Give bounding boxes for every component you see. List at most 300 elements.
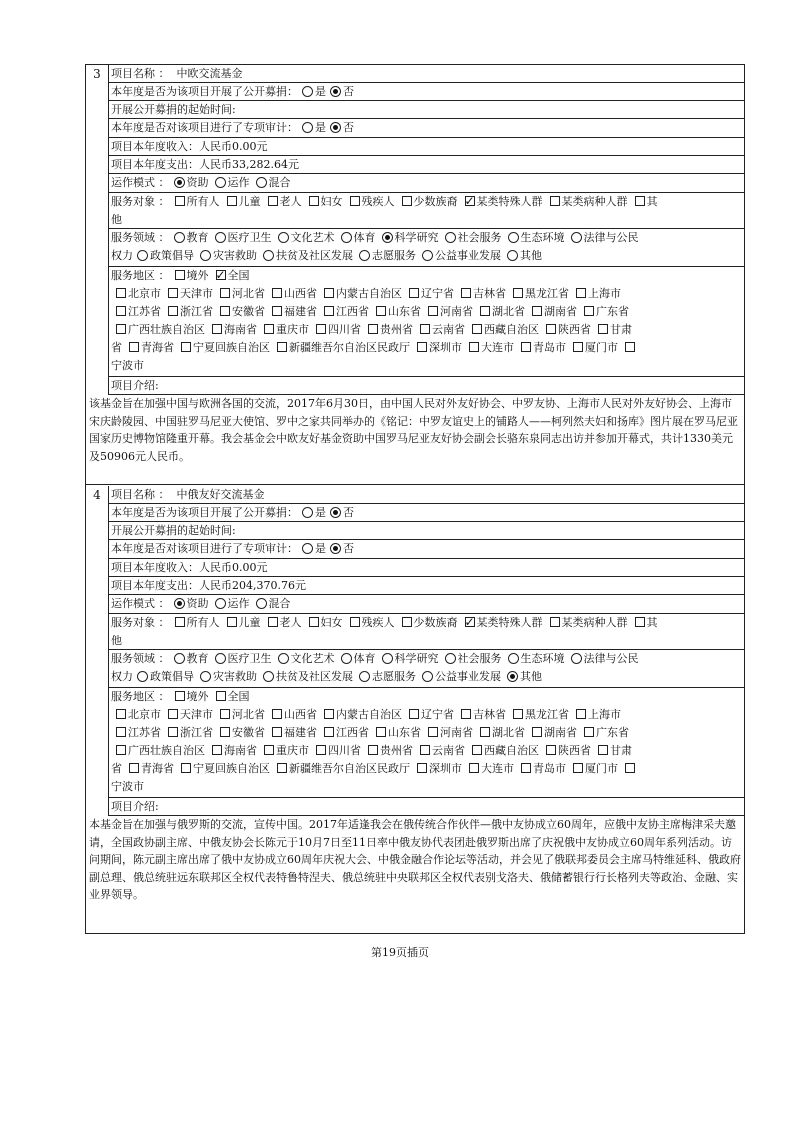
- area-option: 黑龙江省: [525, 708, 569, 721]
- field-option: 文化艺术: [290, 652, 335, 665]
- radio-button[interactable]: [359, 671, 370, 682]
- fundraise-start-label: 开展公开募捐的起始时间:: [111, 103, 236, 116]
- area-option: 海南省: [224, 744, 257, 757]
- checkbox[interactable]: [316, 745, 326, 755]
- area-wrap-text: 宁波市: [111, 780, 144, 793]
- radio-button[interactable]: [302, 122, 313, 133]
- checkbox[interactable]: [402, 196, 412, 206]
- radio-button[interactable]: [263, 250, 274, 261]
- area-option: 省: [111, 762, 122, 775]
- area-option: 境外: [186, 690, 209, 703]
- checkbox[interactable]: [175, 617, 185, 627]
- audit-row: [108, 540, 744, 559]
- area-option: 江苏省: [128, 305, 161, 318]
- checkbox[interactable]: [216, 691, 226, 701]
- checkbox[interactable]: [350, 196, 360, 206]
- radio-button[interactable]: [302, 543, 313, 554]
- checkbox[interactable]: [521, 763, 531, 773]
- field-option: 扶贫及社区发展: [276, 249, 353, 262]
- radio-button[interactable]: [341, 232, 352, 243]
- target-row: [108, 193, 744, 229]
- intro-label-row: [108, 377, 744, 395]
- target-option: 某类病种人群: [561, 195, 628, 208]
- radio-button[interactable]: [359, 250, 370, 261]
- target-option: 所有人: [186, 616, 220, 629]
- checkbox[interactable]: [573, 763, 583, 773]
- expense-row: [108, 156, 744, 174]
- checkbox[interactable]: [309, 617, 319, 627]
- checkbox[interactable]: [129, 342, 139, 352]
- radio-button[interactable]: [422, 671, 433, 682]
- checkbox[interactable]: [598, 745, 608, 755]
- checkbox[interactable]: [220, 306, 230, 316]
- target-option: 其: [646, 195, 658, 208]
- radio-button[interactable]: [200, 671, 211, 682]
- area-option: 山东省: [388, 726, 421, 739]
- target-option: 所有人: [186, 195, 220, 208]
- area-option: 宁夏回族自治区: [193, 762, 270, 775]
- checkbox[interactable]: [216, 270, 226, 280]
- radio-button[interactable]: [341, 653, 352, 664]
- audit-no-label: 否: [343, 542, 354, 555]
- project-number: 3: [93, 67, 101, 81]
- area-option: 广西壮族自治区: [128, 323, 205, 336]
- project-name-row: [108, 65, 744, 83]
- intro-text: 该基金旨在加强中国与欧洲各国的交流，2017年6月30日，由中国人民对外友好协会、中罗友协、上海市人民对外友好协会、上海市宋庆龄陵园、中国驻罗马尼亚大使馆、罗中之家共同举办的《铭记：中罗友谊史上的铺路人——柯列然夫妇和扬库》图片展在罗马尼亚国家历史博物馆隆重开幕。我会基金会中欧友好基金资助中国罗马尼亚友好协会副会长骆东泉同志出访并参加开幕式，共计1330美元及50906元人民币。: [89, 397, 738, 463]
- checkbox[interactable]: [472, 324, 482, 334]
- field-option: 文化艺术: [290, 231, 335, 244]
- checkbox[interactable]: [212, 324, 222, 334]
- radio-button[interactable]: [302, 507, 313, 518]
- expense-row: [108, 577, 744, 595]
- checkbox[interactable]: [220, 727, 230, 737]
- checkbox[interactable]: [521, 342, 531, 352]
- area-option: 辽宁省: [421, 708, 454, 721]
- checkbox[interactable]: [409, 709, 419, 719]
- target-option: 其: [646, 616, 658, 629]
- fundraise-start-label: 开展公开募捐的起始时间:: [111, 524, 236, 537]
- checkbox[interactable]: [368, 745, 378, 755]
- target-option: 某类特殊人群: [476, 195, 543, 208]
- radio-button[interactable]: [174, 598, 185, 609]
- area-option: 湖南省: [544, 305, 577, 318]
- fundraise-row: [108, 504, 744, 522]
- intro-row: [86, 395, 744, 485]
- checkbox[interactable]: [461, 709, 471, 719]
- page-footer: 第19页插页: [371, 946, 429, 959]
- audit-no-label: 否: [343, 121, 354, 134]
- project-name-label: 项目名称 ：: [111, 488, 170, 501]
- checkbox[interactable]: [546, 324, 556, 334]
- target-label: 服务对象 ：: [111, 616, 170, 629]
- area-option: 山西省: [284, 287, 317, 300]
- radio-button[interactable]: [174, 177, 185, 188]
- radio-button[interactable]: [256, 598, 267, 609]
- checkbox[interactable]: [546, 745, 556, 755]
- field-option: 医疗卫生: [227, 231, 272, 244]
- checkbox[interactable]: [428, 306, 438, 316]
- area-option: 青海省: [141, 762, 174, 775]
- checkbox[interactable]: [635, 617, 645, 627]
- target-option: 老人: [279, 616, 302, 629]
- area-option: 青岛市: [533, 341, 566, 354]
- checkbox[interactable]: [129, 763, 139, 773]
- radio-button[interactable]: [215, 653, 226, 664]
- checkbox[interactable]: [368, 324, 378, 334]
- field-option: 灾害救助: [213, 670, 257, 683]
- area-option: 陕西省: [558, 323, 591, 336]
- audit-yes-label: 是: [315, 542, 326, 555]
- mode-option: 资助: [186, 597, 209, 610]
- radio-button[interactable]: [302, 86, 313, 97]
- checkbox[interactable]: [550, 196, 560, 206]
- checkbox[interactable]: [584, 306, 594, 316]
- mode-option: 运作: [227, 176, 250, 189]
- field-option: 灾害救助: [213, 249, 257, 262]
- radio-button[interactable]: [445, 232, 456, 243]
- area-option: 江苏省: [128, 726, 161, 739]
- field-row: [108, 229, 744, 267]
- field-option: 教育: [186, 652, 209, 665]
- checkbox[interactable]: [268, 617, 278, 627]
- project-name: 中俄友好交流基金: [176, 488, 265, 501]
- target-option: 妇女: [320, 195, 343, 208]
- expense-text: 项目本年度支出：人民币204,370.76元: [111, 579, 306, 592]
- area-option: 全国: [227, 690, 250, 703]
- area-option: 安徽省: [232, 726, 265, 739]
- area-option: 安徽省: [232, 305, 265, 318]
- radio-button[interactable]: [507, 671, 518, 682]
- intro-row: [86, 816, 744, 906]
- area-option: 青岛市: [533, 762, 566, 775]
- radio-button[interactable]: [263, 671, 274, 682]
- project-name: 中欧交流基金: [176, 67, 243, 80]
- area-option: 深圳市: [429, 341, 462, 354]
- field-option: 志愿服务: [372, 670, 416, 683]
- field-option: 生态环境: [520, 231, 565, 244]
- checkbox[interactable]: [168, 288, 178, 298]
- checkbox[interactable]: [465, 617, 475, 627]
- checkbox[interactable]: [272, 306, 282, 316]
- radio-button[interactable]: [137, 250, 148, 261]
- mode-option: 混合: [268, 176, 291, 189]
- area-option: 上海市: [588, 287, 621, 300]
- checkbox[interactable]: [417, 342, 427, 352]
- checkbox[interactable]: [227, 617, 237, 627]
- radio-button[interactable]: [508, 232, 519, 243]
- area-option: 四川省: [328, 744, 361, 757]
- checkbox[interactable]: [513, 709, 523, 719]
- area-option: 天津市: [180, 708, 213, 721]
- field-option: 法律与公民: [583, 231, 639, 244]
- checkbox[interactable]: [598, 324, 608, 334]
- area-option: 河南省: [440, 726, 473, 739]
- income-text: 项目本年度收入：人民币0.00元: [111, 561, 268, 574]
- field-option: 体育: [353, 231, 376, 244]
- area-option: 天津市: [180, 287, 213, 300]
- area-option: 吉林省: [473, 708, 506, 721]
- fundraise-start-row: [108, 101, 744, 119]
- area-option: 云南省: [432, 744, 465, 757]
- checkbox[interactable]: [461, 288, 471, 298]
- income-row: [108, 138, 744, 156]
- target-option: 儿童: [238, 616, 261, 629]
- target-option: 少数族裔: [413, 195, 458, 208]
- area-option: 内蒙古自治区: [336, 708, 402, 721]
- fundraise-no-label: 否: [343, 506, 354, 519]
- radio-button[interactable]: [422, 250, 433, 261]
- area-option: 海南省: [224, 323, 257, 336]
- radio-button[interactable]: [278, 232, 289, 243]
- checkbox[interactable]: [576, 709, 586, 719]
- checkbox[interactable]: [576, 288, 586, 298]
- mode-option: 资助: [186, 176, 209, 189]
- radio-button[interactable]: [571, 232, 582, 243]
- checkbox[interactable]: [409, 288, 419, 298]
- area-row: [108, 688, 744, 798]
- field-option: 政策倡导: [150, 670, 194, 683]
- project-table: [85, 64, 745, 934]
- target-row: [108, 614, 744, 650]
- field-option: 生态环境: [520, 652, 565, 665]
- field-label: 服务领域 ：: [111, 652, 170, 665]
- checkbox[interactable]: [402, 617, 412, 627]
- checkbox[interactable]: [116, 288, 126, 298]
- radio-button[interactable]: [137, 671, 148, 682]
- area-option: 陕西省: [558, 744, 591, 757]
- area-option: 辽宁省: [421, 287, 454, 300]
- radio-button[interactable]: [330, 86, 341, 97]
- checkbox[interactable]: [272, 709, 282, 719]
- checkbox[interactable]: [116, 324, 126, 334]
- radio-button[interactable]: [215, 598, 226, 609]
- fundraise-question: 本年度是否为该项目开展了公开募捐：: [111, 506, 298, 519]
- checkbox[interactable]: [480, 727, 490, 737]
- area-option: 厦门市: [585, 762, 618, 775]
- radio-button[interactable]: [215, 177, 226, 188]
- project-number: 4: [93, 488, 101, 502]
- field-option: 医疗卫生: [227, 652, 272, 665]
- area-option: 河南省: [440, 305, 473, 318]
- expense-text: 项目本年度支出：人民币33,282.64元: [111, 158, 299, 171]
- area-option: 全国: [227, 269, 250, 282]
- area-option: 深圳市: [429, 762, 462, 775]
- area-option: 山西省: [284, 708, 317, 721]
- checkbox[interactable]: [116, 306, 126, 316]
- field-option: 公益事业发展: [435, 249, 501, 262]
- radio-button[interactable]: [330, 543, 341, 554]
- checkbox[interactable]: [532, 306, 542, 316]
- checkbox[interactable]: [168, 709, 178, 719]
- checkbox[interactable]: [181, 342, 191, 352]
- field-option: 政策倡导: [150, 249, 194, 262]
- field-wrap-prefix: 权力: [111, 249, 133, 262]
- target-wrap-text: 他: [111, 634, 122, 647]
- checkbox[interactable]: [324, 306, 334, 316]
- area-option: 河北省: [232, 287, 265, 300]
- field-label: 服务领域 ：: [111, 231, 170, 244]
- intro-label: 项目介绍:: [111, 379, 159, 392]
- checkbox[interactable]: [550, 617, 560, 627]
- checkbox[interactable]: [272, 727, 282, 737]
- checkbox[interactable]: [264, 324, 274, 334]
- area-option: 厦门市: [585, 341, 618, 354]
- area-label: 服务地区 ：: [111, 690, 170, 703]
- radio-button[interactable]: [330, 122, 341, 133]
- intro-label-row: [108, 798, 744, 816]
- area-option: 福建省: [284, 726, 317, 739]
- fundraise-no-label: 否: [343, 85, 354, 98]
- checkbox[interactable]: [324, 709, 334, 719]
- checkbox[interactable]: [116, 709, 126, 719]
- area-option: 广东省: [596, 726, 629, 739]
- income-text: 项目本年度收入：人民币0.00元: [111, 140, 268, 153]
- checkbox[interactable]: [417, 763, 427, 773]
- area-option: 福建省: [284, 305, 317, 318]
- area-option: 新疆维吾尔自治区民政厅: [289, 341, 410, 354]
- target-option: 儿童: [238, 195, 261, 208]
- checkbox[interactable]: [635, 196, 645, 206]
- audit-row: [108, 119, 744, 138]
- mode-option: 混合: [268, 597, 291, 610]
- target-label: 服务对象 ：: [111, 195, 170, 208]
- area-option: 浙江省: [180, 726, 213, 739]
- checkbox[interactable]: [220, 709, 230, 719]
- audit-question: 本年度是否对该项目进行了专项审计：: [111, 542, 298, 555]
- checkbox[interactable]: [220, 288, 230, 298]
- checkbox[interactable]: [428, 727, 438, 737]
- field-option: 体育: [353, 652, 376, 665]
- checkbox[interactable]: [227, 196, 237, 206]
- field-option: 教育: [186, 231, 209, 244]
- checkbox[interactable]: [324, 727, 334, 737]
- area-option: 河北省: [232, 708, 265, 721]
- checkbox[interactable]: [309, 196, 319, 206]
- radio-button[interactable]: [382, 653, 393, 664]
- checkbox[interactable]: [532, 727, 542, 737]
- checkbox[interactable]: [584, 727, 594, 737]
- checkbox[interactable]: [513, 288, 523, 298]
- checkbox[interactable]: [376, 306, 386, 316]
- checkbox[interactable]: [465, 196, 475, 206]
- radio-button[interactable]: [174, 653, 185, 664]
- checkbox[interactable]: [469, 763, 479, 773]
- area-option: 广西壮族自治区: [128, 744, 205, 757]
- area-row: [108, 267, 744, 377]
- checkbox[interactable]: [277, 763, 287, 773]
- area-option: 贵州省: [380, 744, 413, 757]
- fundraise-yes-label: 是: [315, 506, 326, 519]
- field-option: 扶贫及社区发展: [276, 670, 353, 683]
- area-option: 甘肃: [610, 323, 632, 336]
- fundraise-yes-label: 是: [315, 85, 326, 98]
- field-wrap-prefix: 权力: [111, 670, 133, 683]
- area-option: 广东省: [596, 305, 629, 318]
- intro-text: 本基金旨在加强与俄罗斯的交流，宣传中国。2017年适逢我会在俄传统合作伙伴—俄中友协成立60周年，应俄中友协主席梅津采夫邀请，全国政协副主席、中俄友协会长陈元于10月7日至11日率中俄友协代表团赴俄罗斯出席了庆祝俄中友协成立60周年系列活动。访问期间，陈元副主席出席了俄中友协成立60周年庆祝大会、中俄金融合作论坛等活动，并会见了俄联邦委员会主席马特维延科、俄政府副总理、俄总统驻远东联邦区全权代表特鲁特涅夫、俄总统驻中央联邦区全权代表别戈洛夫、俄储蓄银行行长格列夫等政治、金融、实业界领导。: [89, 818, 741, 901]
- checkbox[interactable]: [625, 763, 635, 773]
- checkbox[interactable]: [272, 288, 282, 298]
- checkbox[interactable]: [175, 196, 185, 206]
- area-option: 北京市: [128, 287, 161, 300]
- checkbox[interactable]: [268, 196, 278, 206]
- radio-button[interactable]: [215, 232, 226, 243]
- area-option: 宁夏回族自治区: [193, 341, 270, 354]
- checkbox[interactable]: [625, 342, 635, 352]
- area-option: 西藏自治区: [484, 744, 539, 757]
- area-label: 服务地区 ：: [111, 269, 170, 282]
- area-option: 境外: [186, 269, 209, 282]
- area-option: 湖北省: [492, 726, 525, 739]
- mode-label: 运作模式 ：: [111, 176, 170, 189]
- field-option: 其他: [520, 670, 542, 683]
- target-option: 某类病种人群: [561, 616, 628, 629]
- field-option: 科学研究: [394, 652, 439, 665]
- radio-button[interactable]: [200, 250, 211, 261]
- checkbox[interactable]: [420, 745, 430, 755]
- radio-button[interactable]: [278, 653, 289, 664]
- target-option: 残疾人: [361, 195, 395, 208]
- checkbox[interactable]: [573, 342, 583, 352]
- checkbox[interactable]: [264, 745, 274, 755]
- area-option: 黑龙江省: [525, 287, 569, 300]
- checkbox[interactable]: [472, 745, 482, 755]
- checkbox[interactable]: [316, 324, 326, 334]
- area-option: 贵州省: [380, 323, 413, 336]
- fundraise-question: 本年度是否为该项目开展了公开募捐：: [111, 85, 298, 98]
- checkbox[interactable]: [168, 727, 178, 737]
- checkbox[interactable]: [376, 727, 386, 737]
- checkbox[interactable]: [469, 342, 479, 352]
- target-option: 某类特殊人群: [476, 616, 543, 629]
- checkbox[interactable]: [420, 324, 430, 334]
- checkbox[interactable]: [350, 617, 360, 627]
- checkbox[interactable]: [116, 745, 126, 755]
- radio-button[interactable]: [445, 653, 456, 664]
- checkbox[interactable]: [116, 727, 126, 737]
- area-option: 新疆维吾尔自治区民政厅: [289, 762, 410, 775]
- radio-button[interactable]: [508, 653, 519, 664]
- income-row: [108, 559, 744, 577]
- checkbox[interactable]: [480, 306, 490, 316]
- checkbox[interactable]: [181, 763, 191, 773]
- area-option: 重庆市: [276, 323, 309, 336]
- area-wrap-text: 宁波市: [111, 359, 144, 372]
- area-option: 上海市: [588, 708, 621, 721]
- area-option: 湖南省: [544, 726, 577, 739]
- audit-question: 本年度是否对该项目进行了专项审计：: [111, 121, 298, 134]
- target-option: 妇女: [320, 616, 343, 629]
- mode-label: 运作模式 ：: [111, 597, 170, 610]
- radio-button[interactable]: [382, 232, 393, 243]
- radio-button[interactable]: [330, 507, 341, 518]
- area-option: 内蒙古自治区: [336, 287, 402, 300]
- area-option: 重庆市: [276, 744, 309, 757]
- area-option: 大连市: [481, 341, 514, 354]
- checkbox[interactable]: [168, 306, 178, 316]
- area-option: 湖北省: [492, 305, 525, 318]
- radio-button[interactable]: [571, 653, 582, 664]
- radio-button[interactable]: [507, 250, 518, 261]
- checkbox[interactable]: [324, 288, 334, 298]
- checkbox[interactable]: [175, 270, 185, 280]
- area-option: 省: [111, 341, 122, 354]
- radio-button[interactable]: [256, 177, 267, 188]
- checkbox[interactable]: [277, 342, 287, 352]
- project-name-row: [108, 486, 744, 504]
- checkbox[interactable]: [212, 745, 222, 755]
- checkbox[interactable]: [175, 691, 185, 701]
- radio-button[interactable]: [174, 232, 185, 243]
